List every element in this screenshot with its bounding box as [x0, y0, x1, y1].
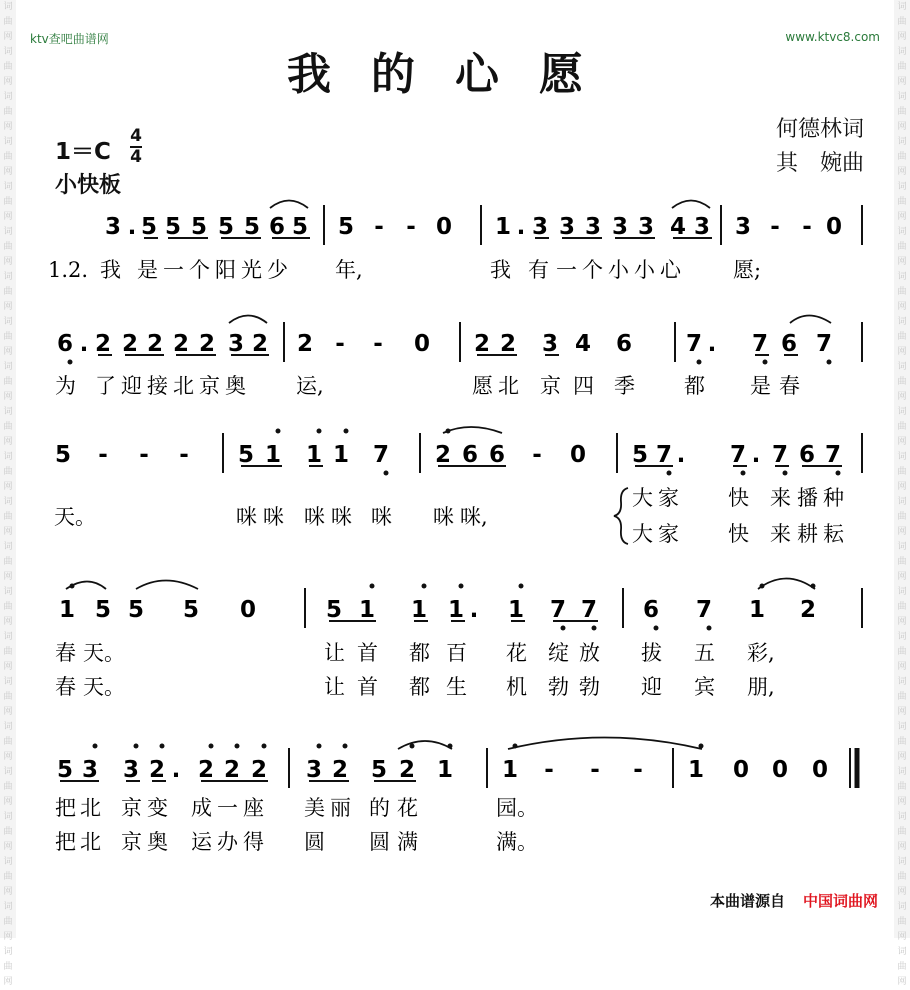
note: - — [770, 214, 780, 240]
lyric: 春 — [779, 374, 800, 398]
key-signature: 1＝C — [55, 139, 111, 165]
note: 1 — [494, 214, 512, 240]
note: 5 — [217, 214, 235, 240]
lyric: 播 — [797, 486, 818, 510]
note: 5 — [190, 214, 208, 240]
note: - — [373, 331, 383, 357]
note: 2 — [473, 331, 491, 357]
lyric: 咪 — [331, 505, 352, 529]
note: . — [751, 442, 761, 468]
note: 3 — [558, 214, 576, 240]
barlines — [223, 205, 862, 788]
lyric: 把 — [55, 830, 76, 854]
lyric: 京 — [540, 374, 561, 398]
lyric: 宾 — [694, 675, 715, 699]
note: - — [544, 757, 554, 783]
lyric: 五 — [694, 641, 715, 665]
note: - — [633, 757, 643, 783]
note: 1 — [410, 597, 428, 623]
note: 7 — [729, 442, 747, 468]
note: 4 — [574, 331, 592, 357]
note: 3 — [611, 214, 629, 240]
lyric: 年, — [335, 258, 363, 282]
lyric: 天。 — [83, 641, 125, 665]
note: 0 — [825, 214, 843, 240]
lyric: 咪 — [371, 505, 392, 529]
note: 1 — [332, 442, 350, 468]
note: 5 — [164, 214, 182, 240]
note: . — [469, 597, 479, 623]
lyric: 奥 — [225, 374, 246, 398]
lyric: 1.2. — [48, 258, 89, 282]
lyric: 咪 — [304, 505, 325, 529]
note: 7 — [815, 331, 833, 357]
lyric: 咪 — [263, 505, 284, 529]
meter-top: 4 — [130, 126, 142, 146]
note: - — [98, 442, 108, 468]
note: 1 — [358, 597, 376, 623]
lyric: 是 — [137, 258, 158, 282]
note: . — [676, 442, 686, 468]
note: 2 — [223, 757, 241, 783]
note: - — [590, 757, 600, 783]
lyric: 京 — [121, 830, 142, 854]
note: 2 — [799, 597, 817, 623]
note: 6 — [56, 331, 74, 357]
note: 0 — [413, 331, 431, 357]
watermark-strip-right: 词曲网词曲网词曲网词曲网词曲网词曲网词曲网词曲网词曲网词曲网词曲网词曲网词曲网词曲网词曲网词曲网词曲网词曲网词曲网词曲网词曲网词曲网 — [894, 0, 910, 938]
lyric: 机 — [506, 675, 527, 699]
note: . — [171, 757, 181, 783]
note: 3 — [305, 757, 323, 783]
note: 1 — [447, 597, 465, 623]
footer-source-name[interactable]: 中国词曲网 — [802, 892, 878, 910]
note: 1 — [507, 597, 525, 623]
note: 7 — [695, 597, 713, 623]
lyric: 大 — [632, 486, 653, 510]
footer-source — [710, 890, 878, 911]
note: 6 — [461, 442, 479, 468]
note: 2 — [499, 331, 517, 357]
lyric: 了 — [95, 374, 116, 398]
note: 2 — [146, 331, 164, 357]
lyric: 放 — [579, 641, 600, 665]
note: 0 — [435, 214, 453, 240]
lyric: 满。 — [496, 830, 538, 854]
lyric: 百 — [446, 641, 467, 665]
lyric: 少 — [267, 258, 288, 282]
lyric: 让 — [324, 641, 345, 665]
lyric: 美 — [304, 796, 325, 820]
note: 1 — [501, 757, 519, 783]
lyric: 运 — [191, 830, 212, 854]
note: 2 — [121, 331, 139, 357]
note: 6 — [488, 442, 506, 468]
lyric: 种 — [823, 486, 844, 510]
lyric: 都 — [409, 641, 430, 665]
note: 7 — [685, 331, 703, 357]
lyric: 圆 — [304, 830, 325, 854]
lyric: 首 — [357, 641, 378, 665]
verse-brace — [614, 488, 628, 544]
note: . — [79, 331, 89, 357]
lyric: 是 — [750, 374, 771, 398]
lyric: 都 — [684, 374, 705, 398]
lyric: 快 — [728, 522, 749, 546]
note: 5 — [291, 214, 309, 240]
note: - — [802, 214, 812, 240]
lyric: 来 — [770, 522, 791, 546]
note: 5 — [337, 214, 355, 240]
note: 5 — [243, 214, 261, 240]
note: 5 — [54, 442, 72, 468]
lyric: 耘 — [823, 522, 844, 546]
note: 5 — [94, 597, 112, 623]
octave-dots-low — [68, 360, 841, 631]
lyric: 勃 — [548, 675, 569, 699]
lyric: 彩, — [747, 641, 775, 665]
lyric: 快 — [728, 486, 749, 510]
note: - — [335, 331, 345, 357]
note: 5 — [182, 597, 200, 623]
lyric: 花 — [506, 641, 527, 665]
note: . — [127, 214, 137, 240]
lyric: 都 — [409, 675, 430, 699]
lyric: 我 — [490, 258, 511, 282]
lyric: 迎 — [641, 675, 662, 699]
note: - — [406, 214, 416, 240]
octave-dots-high — [70, 429, 816, 749]
note: 7 — [655, 442, 673, 468]
lyric: 心 — [660, 258, 681, 282]
lyric: 朋, — [747, 675, 775, 699]
note: - — [139, 442, 149, 468]
note: 1 — [58, 597, 76, 623]
lyric: 首 — [357, 675, 378, 699]
site-name-left[interactable]: ktv查吧曲谱网 — [30, 32, 109, 46]
note: - — [179, 442, 189, 468]
tempo-marking: 小快板 — [55, 173, 122, 198]
lyric: 天。 — [54, 505, 96, 529]
lyricist-credit: 何德林词 — [775, 117, 864, 142]
note: 5 — [370, 757, 388, 783]
site-url-right[interactable]: www.ktvc8.com — [785, 30, 880, 44]
lyric: 耕 — [797, 522, 818, 546]
note: 3 — [693, 214, 711, 240]
note: 3 — [734, 214, 752, 240]
lyric: 一 — [217, 796, 238, 820]
lyric: 季 — [614, 374, 635, 398]
lyric: 运, — [296, 374, 324, 398]
lyric: 让 — [324, 675, 345, 699]
lyric: 愿 — [472, 374, 493, 398]
lyric: 丽 — [330, 796, 351, 820]
note: 2 — [250, 757, 268, 783]
lyric: 春 — [55, 641, 76, 665]
note: 6 — [615, 331, 633, 357]
lyric: 一 — [163, 258, 184, 282]
note: 3 — [637, 214, 655, 240]
lyric: 天。 — [83, 675, 125, 699]
note: 3 — [122, 757, 140, 783]
watermark-strip-left: 词曲网词曲网词曲网词曲网词曲网词曲网词曲网词曲网词曲网词曲网词曲网词曲网词曲网词曲网词曲网词曲网词曲网词曲网词曲网词曲网词曲网词曲网 — [0, 0, 16, 938]
lyric: 小 — [608, 258, 629, 282]
note: 7 — [771, 442, 789, 468]
note: - — [532, 442, 542, 468]
lyric: 北 — [498, 374, 519, 398]
lyric: 有 — [528, 258, 549, 282]
lyric: 的 — [369, 796, 390, 820]
note: 7 — [751, 331, 769, 357]
note: 1 — [264, 442, 282, 468]
note: . — [707, 331, 717, 357]
lyric: 得 — [243, 830, 264, 854]
footer-source-label: 本曲谱源自 — [709, 892, 785, 910]
note: 2 — [94, 331, 112, 357]
ties — [66, 201, 831, 750]
note: 6 — [780, 331, 798, 357]
lyric: 春 — [55, 675, 76, 699]
lyric: 北 — [80, 830, 101, 854]
lyric: 成 — [191, 796, 212, 820]
note: 5 — [325, 597, 343, 623]
note: 0 — [811, 757, 829, 783]
lyric: 咪, — [460, 505, 488, 529]
note: 2 — [434, 442, 452, 468]
lyric: 满 — [397, 830, 418, 854]
lyric: 花 — [397, 796, 418, 820]
lyric: 京 — [199, 374, 220, 398]
note: 2 — [198, 331, 216, 357]
note: 0 — [569, 442, 587, 468]
note: 7 — [372, 442, 390, 468]
lyric: 愿; — [733, 258, 762, 282]
note: 1 — [687, 757, 705, 783]
note: 2 — [172, 331, 190, 357]
lyric: 小 — [634, 258, 655, 282]
lyric: 咪 — [433, 505, 454, 529]
note: 5 — [631, 442, 649, 468]
note: 6 — [798, 442, 816, 468]
note: 3 — [81, 757, 99, 783]
note: 2 — [251, 331, 269, 357]
note: 2 — [398, 757, 416, 783]
lyric: 京 — [121, 796, 142, 820]
lyric: 咪 — [236, 505, 257, 529]
note: 1 — [436, 757, 454, 783]
note: 3 — [531, 214, 549, 240]
lyric: 座 — [243, 796, 264, 820]
note: 7 — [549, 597, 567, 623]
note: 1 — [748, 597, 766, 623]
lyric: 生 — [446, 675, 467, 699]
lyric: 四 — [573, 374, 594, 398]
note: 3 — [227, 331, 245, 357]
lyric: 家 — [658, 486, 679, 510]
note: - — [374, 214, 384, 240]
lyric: 北 — [173, 374, 194, 398]
lyric: 家 — [658, 522, 679, 546]
lyric: 绽 — [548, 641, 569, 665]
composer-credit: 其 婉曲 — [775, 151, 864, 176]
lyric: 迎 — [121, 374, 142, 398]
note: 5 — [237, 442, 255, 468]
note: 2 — [331, 757, 349, 783]
song-title: 我的心愿 — [287, 49, 623, 100]
meter-bottom: 4 — [130, 147, 142, 167]
note: 2 — [197, 757, 215, 783]
note: 6 — [642, 597, 660, 623]
lyric: 把 — [55, 796, 76, 820]
lyric: 北 — [80, 796, 101, 820]
note: 3 — [541, 331, 559, 357]
lyric: 大 — [632, 522, 653, 546]
note: 5 — [127, 597, 145, 623]
note: 0 — [732, 757, 750, 783]
lyric: 圆 — [369, 830, 390, 854]
lyric: 光 — [241, 258, 262, 282]
note: 2 — [148, 757, 166, 783]
note: 5 — [140, 214, 158, 240]
lyric: 奥 — [147, 830, 168, 854]
lyric: 个 — [582, 258, 603, 282]
note: 1 — [305, 442, 323, 468]
lyric: 来 — [770, 486, 791, 510]
note: 0 — [239, 597, 257, 623]
note: 6 — [268, 214, 286, 240]
note: 2 — [296, 331, 314, 357]
note: 0 — [771, 757, 789, 783]
lyric: 个 — [189, 258, 210, 282]
note: 5 — [56, 757, 74, 783]
lyric: 一 — [556, 258, 577, 282]
lyric: 接 — [147, 374, 168, 398]
note: 7 — [580, 597, 598, 623]
lyric: 为 — [55, 374, 76, 398]
lyric: 勃 — [579, 675, 600, 699]
lyric: 阳 — [215, 258, 236, 282]
note: 3 — [104, 214, 122, 240]
note: 4 — [669, 214, 687, 240]
note: 7 — [824, 442, 842, 468]
note: . — [516, 214, 526, 240]
lyric: 拔 — [641, 641, 662, 665]
note: 3 — [584, 214, 602, 240]
lyric: 变 — [147, 796, 168, 820]
lyric: 我 — [100, 258, 121, 282]
lyric: 办 — [217, 830, 238, 854]
lyric: 园。 — [496, 796, 538, 820]
